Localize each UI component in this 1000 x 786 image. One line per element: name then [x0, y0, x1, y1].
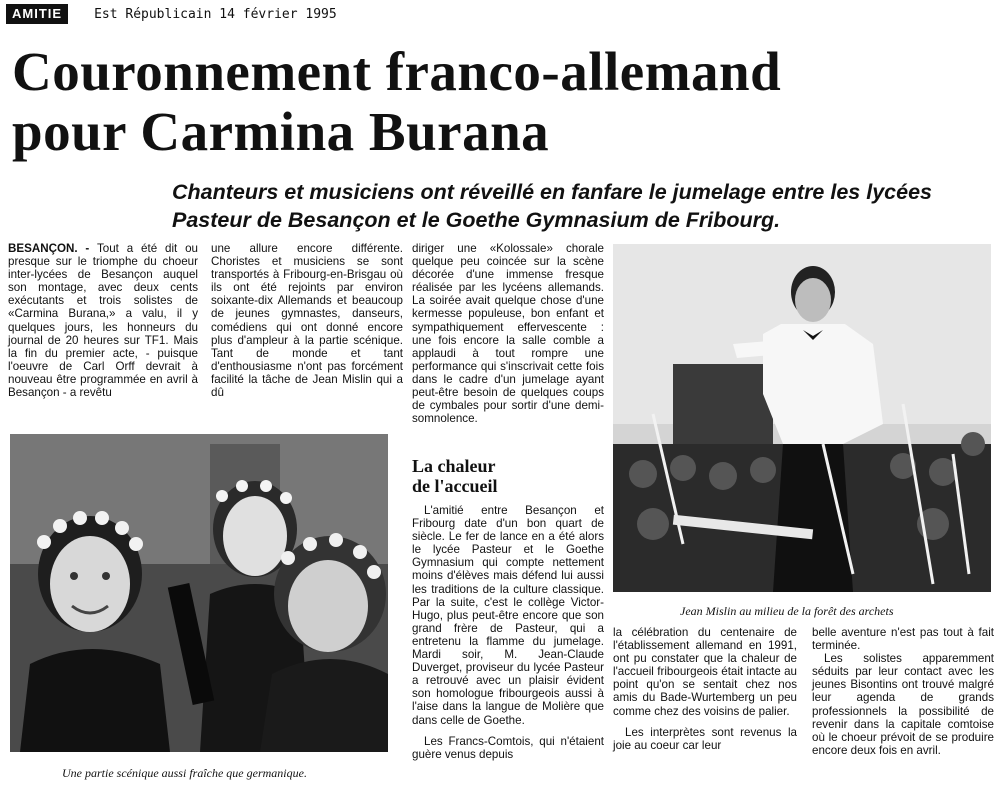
column-5-paragraph-1: belle aventure n'est pas tout à fait terminée. [812, 626, 994, 653]
subtitle-line-2: Pasteur de Besançon et le Goethe Gymnasium de Fribourg. [172, 208, 781, 232]
dateline: BESANÇON. - [8, 242, 90, 255]
headline [12, 42, 992, 162]
column-2-text: une allure encore différente. Choristes et musiciens se sont transportés à Fribourg-en-Brisgau où ils ont été rejoints par environ soixante-dix Allemands et beaucoup de jeunes gymnastes, danseurs, comédiens qui ont donné encore plus d'ampleur à la partie scénique. Tant de monde et tant d'enthousiasme n'ont pas forcément facilité la tâche de Jean Mislin qui a dû [211, 242, 403, 400]
column-4-paragraph-1: la célébration du centenaire de l'établissement allemand en 1991, ont pu constater que la chaleur de l'accueil fribourgeois était intacte au point qu'on se sentait chez nos amis du Bade-Wurtemberg un peu comme chez des voisins de palier. [613, 626, 797, 718]
photo-young-performers [10, 434, 388, 752]
column-1-text: Tout a été dit ou presque sur le triomphe du choeur inter-lycées de Besançon auquel son montage, avec deux cents exécutants et trois solistes de «Carmina Burana,» a valu, il y quelques jours, les honneurs du journal de 20 heures sur TF1. Mais la fin du premier acte, - puisque l'oeuvre de Carl Orff devrait à nouveau être programmée en avril à Besançon - a revêtu [8, 242, 199, 400]
source-line: Est Républicain 14 février 1995 [94, 6, 337, 22]
subtitle [172, 178, 998, 234]
masthead [6, 4, 337, 24]
headline-line-1: Couronnement franco-allemand [12, 41, 782, 102]
subtitle-line-1: Chanteurs et musiciens ont réveillé en fanfare le jumelage entre les lycées [172, 180, 932, 204]
headline-line-2: pour Carmina Burana [12, 101, 550, 162]
column-3-paragraph-1: L'amitié entre Besançon et Fribourg date d'un bon quart de siècle. Le fer de lance en a été alors le lycée Pasteur et le Goethe Gymnasium qui compte nettement moins d'élèves mais défend lui aussi les traditions de la culture classique. Par la suite, c'est le collège Victor-Hugo, plus peut-être encore que son grand frère de Pasteur, qui a entretenu la flamme du jumelage. Mardi soir, M. Jean-Claude Duverget, proviseur du lycée Pasteur a retrouvé avec un plaisir évident son homologue fribourgeois aussi à l'aise dans la langue de Molière que dans celle de Goethe. [412, 504, 604, 727]
column-5-paragraph-2: Les solistes apparemment séduits par leur contact avec les jeunes Bisontins ont trouvé malgré leur agenda de grands professionnels la possibilité de revenir dans la capitale comtoise où le choeur prévoit de se produire encore deux fois en avril. [812, 652, 994, 757]
column-2 [211, 242, 403, 399]
column-3-top [412, 242, 604, 425]
photo-conductor [613, 244, 991, 592]
subhead-line-1: La chaleur [412, 456, 496, 476]
left-photo-caption: Une partie scénique aussi fraîche que germanique. [62, 766, 307, 780]
section-tag: AMITIE [6, 4, 68, 24]
column-3-bottom [412, 504, 604, 761]
column-5 [812, 626, 994, 757]
column-3-paragraph-2: Les Francs-Comtois, qui n'étaient guère venus depuis [412, 734, 604, 761]
right-photo-caption: Jean Mislin au milieu de la forêt des archets [680, 604, 894, 618]
column-4 [613, 626, 797, 752]
column-3-top-text: diriger une «Kolossale» chorale quelque peu coincée sur la scène décorée d'une immense fresque réalisée par les lycéens allemands. La soirée avait quelque chose d'une kermesse populeuse, bon enfant et sympathiquement effervescente : une fois encore la salle comble a applaudi à tout rompre une performance qui s'inscrivait cette fois dans le cadre d'un jumelage ayant peut-être besoin de quelques coups de cymbales pour sortir d'une demi-somnolence. [412, 242, 604, 426]
column-4-paragraph-2: Les interprètes sont revenus la joie au coeur car leur [613, 725, 797, 752]
section-subhead [412, 456, 592, 496]
column-1 [8, 242, 198, 399]
subhead-line-2: de l'accueil [412, 476, 498, 496]
